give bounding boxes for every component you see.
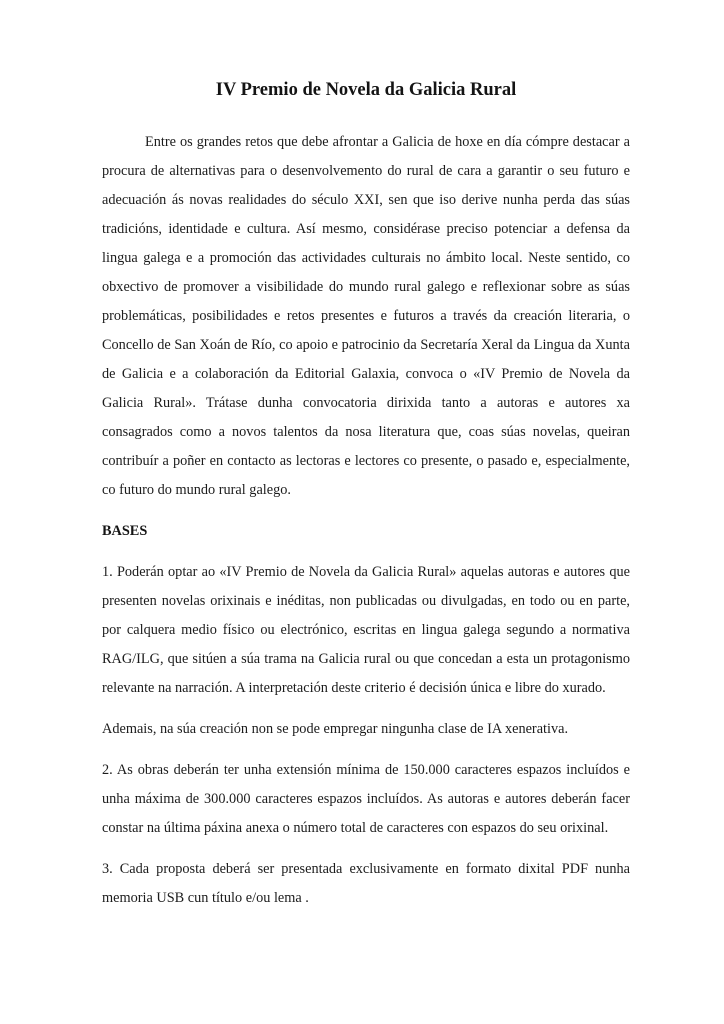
clause-2-paragraph: 2. As obras deberán ter unha extensión mínima de 150.000 caracteres espazos incluídos e unha máxima de 300.000 caracteres espazos incluídos. As autoras e autores deberán facer constar na última páxina anexa o número total de caracteres con espazos do seu orixinal.	[102, 762, 630, 836]
clause-3-paragraph: 3. Cada proposta deberá ser presentada exclusivamente en formato dixital PDF nunha memoria USB cun título e/ou lema .	[102, 861, 630, 906]
clause-ia-note-paragraph: Ademais, na súa creación non se pode empregar ningunha clase de IA xenerativa.	[102, 721, 569, 737]
intro-paragraph: Entre os grandes retos que debe afrontar a Galicia de hoxe en día cómpre destacar a procura de alternativas para o desenvolvemento do rural de cara a garantir o seu futuro e adecuación ás novas realidades do século XXI, sen que iso derive nunha perda das súas tradicións, identidade e cultura. Así mesmo, considérase preciso potenciar a defensa da lingua galega e a promoción das actividades culturais no ámbito local. Neste sentido, co obxectivo de promover a visibilidade do mundo rural galego e reflexionar sobre as súas problemáticas, posibilidades e retos presentes e futuros a través da creación literaria, o Concello de San Xoán de Río, co apoio e patrocinio da Secretaría Xeral da Lingua da Xunta de Galicia e a colaboración da Editorial Galaxia, convoca o «IV Premio de Novela da Galicia Rural». Trátase dunha convocatoria dirixida tanto a autoras e autores xa consagrados como a novos talentos da nosa literatura que, coas súas novelas, queiran contribuír a poñer en contacto as lectoras e lectores co presente, o pasado e, especialmente, co futuro do mundo rural galego.	[102, 134, 630, 498]
bases-heading: BASES	[102, 523, 148, 539]
clause-1-paragraph: 1. Poderán optar ao «IV Premio de Novela da Galicia Rural» aquelas autoras e autores que presenten novelas orixinais e inéditas, non publicadas ou divulgadas, en todo ou en parte, por calquera medio físico ou electrónico, escritas en lingua galega segundo a normativa RAG/ILG, que sitúen a súa trama na Galicia rural ou que concedan a esta un protagonismo relevante na narración. A interpretación deste criterio é decisión única e libre do xurado.	[102, 564, 630, 696]
document-title: IV Premio de Novela da Galicia Rural	[215, 80, 517, 100]
